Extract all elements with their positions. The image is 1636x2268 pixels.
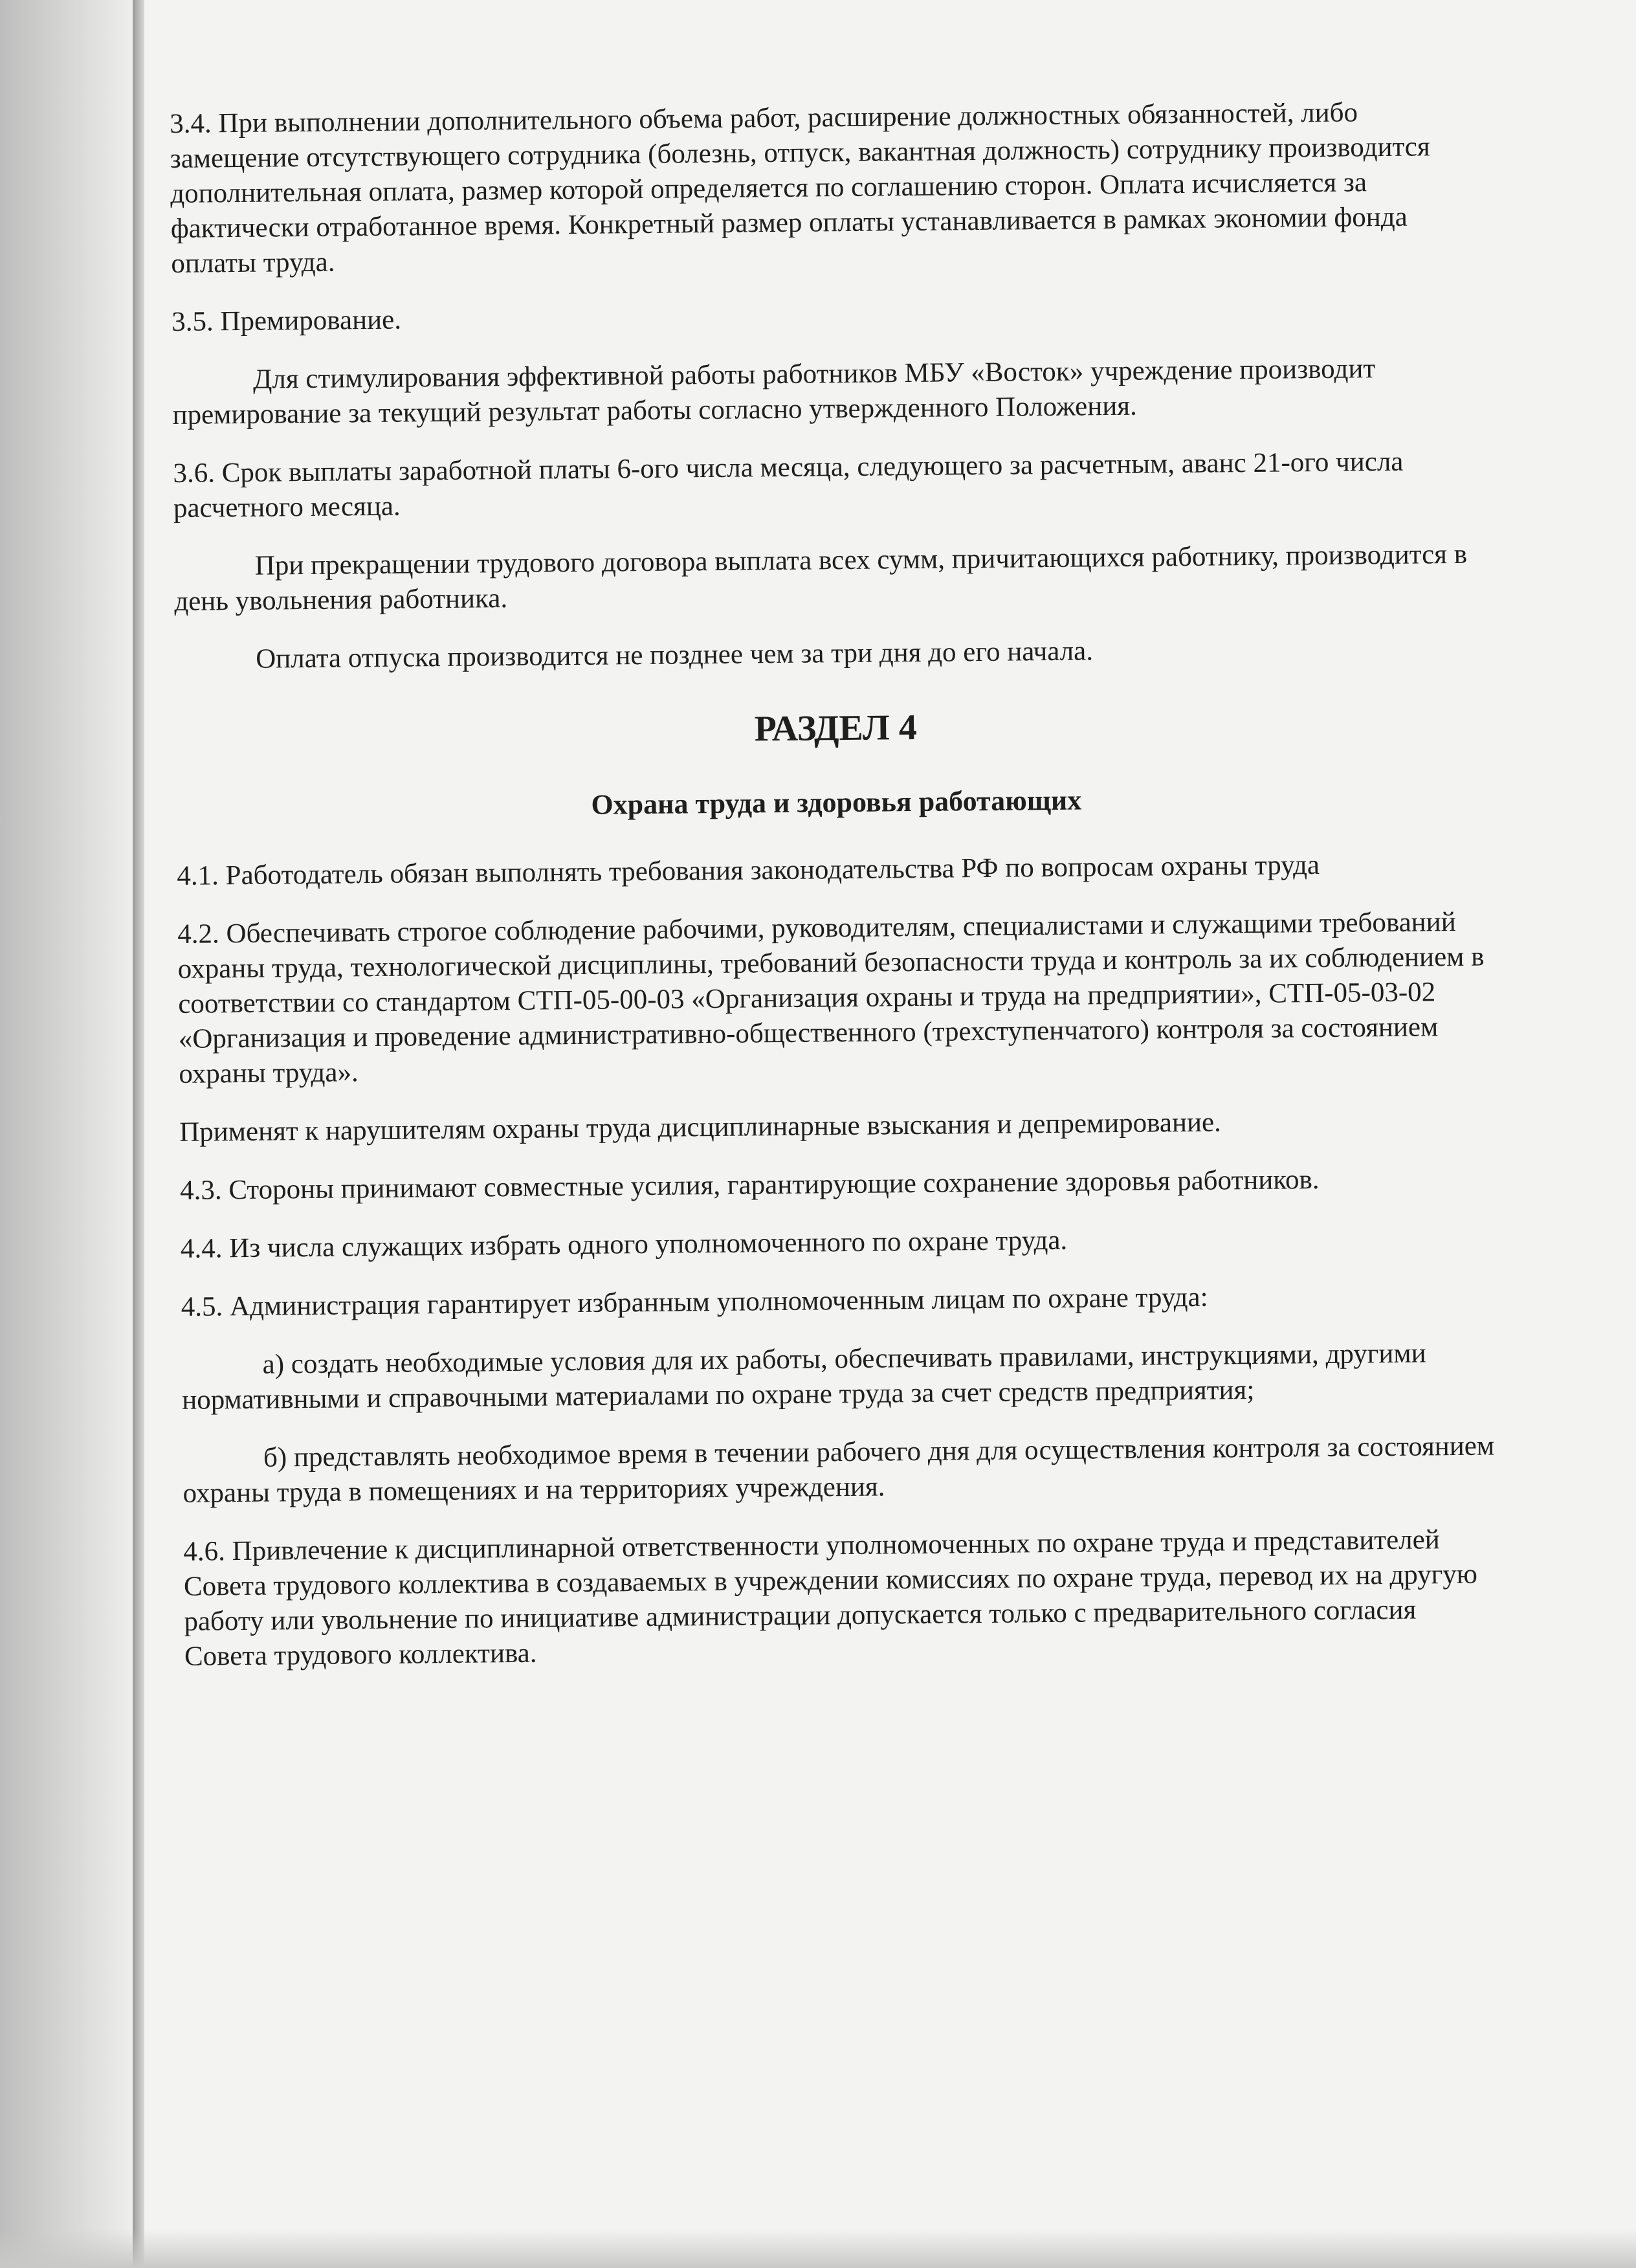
paragraph-violators: Применят к нарушителям охраны труда дисциплинарные взыскания и депремирование. bbox=[179, 1107, 1222, 1148]
paragraph-4-5-a: а) создать необходимые условия для их работы, обеспечивать правилами, инструкциями, другими нормативными и справочными материалами по охране труда за счет средств предприятия; bbox=[181, 1338, 1426, 1416]
paragraph-3-4: 3.4. При выполнении дополнительного объема работ, расширение должностных обязанностей, либо замещение отсутствующего сотрудника (болезнь, отпуск, вакантная должность) сотруднику производится дополнительная оплата, размер которой определяется по соглашению сторон. Оплата исчисляется за фактически отработанное время. Конкретный размер оплаты устанавливается в рамках экономии фонда оплаты труда. bbox=[170, 97, 1430, 279]
paragraph-4-3: 4.3. Стороны принимают совместные усилия, гарантирующие сохранение здоровья работников. bbox=[179, 1164, 1320, 1206]
paragraph-vacation-pay: Оплата отпуска производится не позднее чем за три дня до его начала. bbox=[255, 636, 1094, 674]
section-subheading: Охрана труда и здоровья работающих bbox=[591, 784, 1082, 821]
paragraph-termination-pay: При прекращении трудового договора выплата всех сумм, причитающихся работнику, производится в день увольнения работника. bbox=[174, 539, 1468, 617]
paragraph-4-5: 4.5. Администрация гарантирует избранным уполномоченным лицам по охране труда: bbox=[181, 1282, 1208, 1322]
paragraph-4-1: 4.1. Работодатель обязан выполнять требования законодательства РФ по вопросам охраны труда bbox=[177, 849, 1320, 891]
paragraph-4-4: 4.4. Из числа служащих избрать одного уполномоченного по охране труда. bbox=[180, 1225, 1068, 1264]
bottom-page-shadow bbox=[0, 2229, 1636, 2268]
binding-fold bbox=[133, 0, 144, 2268]
section-heading: РАЗДЕЛ 4 bbox=[754, 707, 918, 750]
paragraph-3-5: 3.5. Премирование. bbox=[171, 304, 402, 337]
paragraph-4-2: 4.2. Обеспечивать строгое соблюдение рабочими, руководителям, специалистами и служащими требований охраны труда, технологической дисциплины, требований безопасности труда и контроль за их соблюдением в соответствии со стандартом СТП-05-00-03 «Организация охраны и труда на предприятии», СТП-05-03-02 «Организация и проведение административно-общественного (трехступенчатого) контроля за состоянием охраны труда». bbox=[177, 906, 1485, 1089]
left-page-shadow bbox=[0, 0, 139, 2268]
paragraph-3-6: 3.6. Срок выплаты заработной платы 6-ого числа месяца, следующего за расчетным, аванс 21-ого числа расчетного месяца. bbox=[173, 446, 1404, 524]
document-page bbox=[170, 94, 1505, 1697]
paragraph-4-6: 4.6. Привлечение к дисциплинарной ответственности уполномоченных по охране труда и представителей Совета трудового коллектива в создаваемых в учреждении комиссиях по охране труда, перевод их на другую работу или увольнение по инициативе администрации допускается только с предварительного согласия Совета трудового коллектива. bbox=[183, 1524, 1478, 1672]
paragraph-bonus: Для стимулирования эффективной работы работников МБУ «Восток» учреждение производит премирование за текущий результат работы согласно утвержденного Положения. bbox=[172, 353, 1376, 430]
paragraph-4-5-b: б) представлять необходимое время в течении рабочего дня для осуществления контроля за состоянием охраны труда в помещениях и на территориях учреждения. bbox=[182, 1430, 1495, 1509]
